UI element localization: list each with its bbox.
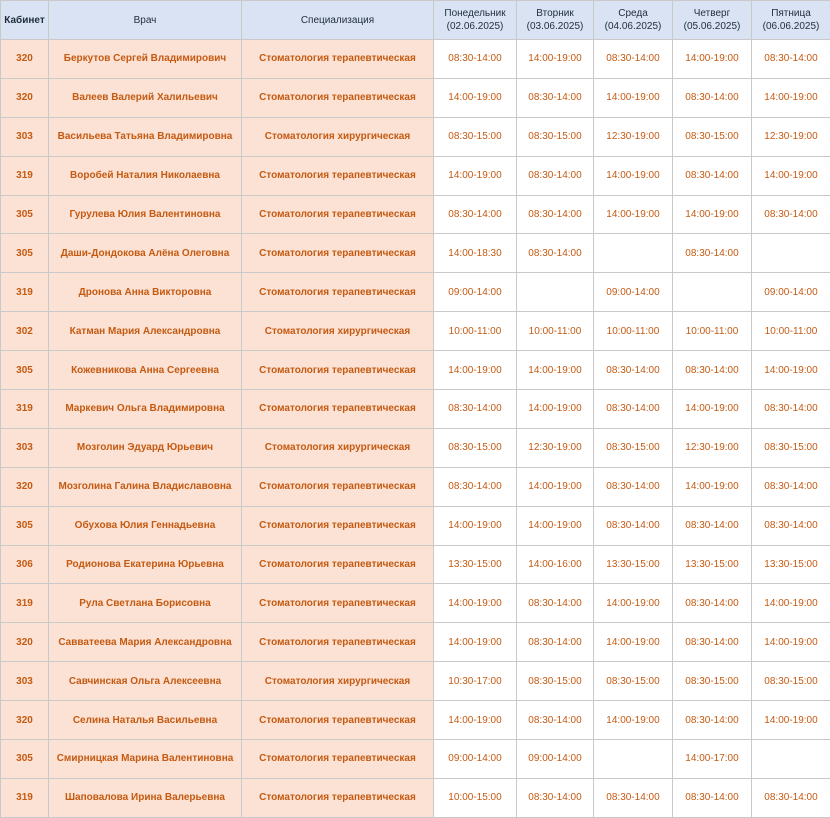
schedule-slot: 09:00-14:00 bbox=[434, 740, 517, 779]
room-cell: 319 bbox=[1, 156, 49, 195]
schedule-slot: 08:30-15:00 bbox=[673, 662, 752, 701]
table-row bbox=[1, 740, 830, 779]
schedule-slot: 14:00-19:00 bbox=[752, 351, 830, 390]
schedule-slot: 13:30-15:00 bbox=[594, 545, 673, 584]
specialization-cell: Стоматология терапевтическая bbox=[242, 40, 434, 79]
header-day-thursday bbox=[673, 1, 752, 40]
table-row bbox=[1, 390, 830, 429]
table-row bbox=[1, 662, 830, 701]
day-name: Четверг bbox=[675, 7, 749, 20]
header-day-monday bbox=[434, 1, 517, 40]
specialization-cell: Стоматология терапевтическая bbox=[242, 273, 434, 312]
schedule-slot: 09:00-14:00 bbox=[752, 273, 830, 312]
doctor-name: Маркевич Ольга Владимировна bbox=[49, 390, 242, 429]
schedule-slot: 14:00-18:30 bbox=[434, 234, 517, 273]
room-cell: 305 bbox=[1, 234, 49, 273]
schedule-slot: 08:30-15:00 bbox=[517, 662, 594, 701]
room-cell: 302 bbox=[1, 312, 49, 351]
specialization-cell: Стоматология терапевтическая bbox=[242, 506, 434, 545]
room-cell: 306 bbox=[1, 545, 49, 584]
header-room: Кабинет bbox=[1, 1, 49, 40]
doctor-name: Воробей Наталия Николаевна bbox=[49, 156, 242, 195]
table-row bbox=[1, 506, 830, 545]
schedule-slot: 14:00-19:00 bbox=[673, 390, 752, 429]
schedule-slot: 10:00-15:00 bbox=[434, 778, 517, 817]
day-name: Вторник bbox=[519, 7, 591, 20]
schedule-slot: 08:30-15:00 bbox=[517, 117, 594, 156]
doctor-name: Рула Светлана Борисовна bbox=[49, 584, 242, 623]
table-row bbox=[1, 467, 830, 506]
schedule-slot: 08:30-14:00 bbox=[752, 778, 830, 817]
doctor-name: Даши-Дондокова Алёна Олеговна bbox=[49, 234, 242, 273]
table-row bbox=[1, 701, 830, 740]
schedule-slot: 08:30-15:00 bbox=[752, 428, 830, 467]
schedule-slot: 08:30-14:00 bbox=[673, 584, 752, 623]
schedule-slot: 14:00-16:00 bbox=[517, 545, 594, 584]
room-cell: 305 bbox=[1, 740, 49, 779]
schedule-slot: 08:30-14:00 bbox=[673, 78, 752, 117]
doctor-name: Беркутов Сергей Владимирович bbox=[49, 40, 242, 79]
schedule-slot: 14:00-19:00 bbox=[434, 351, 517, 390]
room-cell: 305 bbox=[1, 506, 49, 545]
schedule-slot bbox=[594, 234, 673, 273]
doctor-name: Мозголина Галина Владиславовна bbox=[49, 467, 242, 506]
schedule-slot: 14:00-19:00 bbox=[434, 78, 517, 117]
schedule-slot: 14:00-19:00 bbox=[594, 78, 673, 117]
specialization-cell: Стоматология хирургическая bbox=[242, 662, 434, 701]
schedule-slot: 08:30-14:00 bbox=[517, 195, 594, 234]
table-row bbox=[1, 78, 830, 117]
schedule-slot: 08:30-14:00 bbox=[673, 701, 752, 740]
table-row bbox=[1, 234, 830, 273]
schedule-slot: 08:30-14:00 bbox=[434, 390, 517, 429]
schedule-slot: 14:00-19:00 bbox=[752, 584, 830, 623]
schedule-slot: 08:30-15:00 bbox=[673, 117, 752, 156]
schedule-slot: 08:30-14:00 bbox=[594, 390, 673, 429]
doctor-name: Васильева Татьяна Владимировна bbox=[49, 117, 242, 156]
specialization-cell: Стоматология терапевтическая bbox=[242, 584, 434, 623]
schedule-slot: 14:00-19:00 bbox=[434, 156, 517, 195]
schedule-slot bbox=[673, 273, 752, 312]
schedule-slot: 08:30-14:00 bbox=[434, 467, 517, 506]
day-name: Пятница bbox=[754, 7, 828, 20]
schedule-slot: 13:30-15:00 bbox=[673, 545, 752, 584]
doctor-name: Кожевникова Анна Сергеевна bbox=[49, 351, 242, 390]
schedule-slot: 14:00-19:00 bbox=[752, 623, 830, 662]
schedule-slot: 08:30-14:00 bbox=[517, 701, 594, 740]
schedule-slot: 14:00-19:00 bbox=[517, 506, 594, 545]
schedule-slot: 10:30-17:00 bbox=[434, 662, 517, 701]
schedule-slot: 08:30-14:00 bbox=[594, 778, 673, 817]
table-row bbox=[1, 584, 830, 623]
schedule-slot: 13:30-15:00 bbox=[752, 545, 830, 584]
schedule-slot: 08:30-14:00 bbox=[752, 195, 830, 234]
schedule-slot: 14:00-19:00 bbox=[673, 195, 752, 234]
schedule-slot: 08:30-15:00 bbox=[434, 428, 517, 467]
specialization-cell: Стоматология терапевтическая bbox=[242, 156, 434, 195]
header-row bbox=[1, 1, 830, 40]
room-cell: 320 bbox=[1, 623, 49, 662]
doctor-name: Обухова Юлия Геннадьевна bbox=[49, 506, 242, 545]
schedule-slot: 10:00-11:00 bbox=[517, 312, 594, 351]
schedule-slot: 08:30-14:00 bbox=[434, 40, 517, 79]
table-row bbox=[1, 273, 830, 312]
room-cell: 319 bbox=[1, 778, 49, 817]
schedule-slot: 08:30-14:00 bbox=[673, 778, 752, 817]
schedule-slot: 14:00-19:00 bbox=[594, 156, 673, 195]
room-cell: 319 bbox=[1, 390, 49, 429]
schedule-slot: 08:30-14:00 bbox=[517, 156, 594, 195]
schedule-slot: 08:30-14:00 bbox=[594, 506, 673, 545]
schedule-slot: 08:30-14:00 bbox=[673, 234, 752, 273]
schedule-slot: 08:30-14:00 bbox=[673, 506, 752, 545]
schedule-slot: 13:30-15:00 bbox=[434, 545, 517, 584]
schedule-body bbox=[1, 40, 830, 818]
schedule-slot: 10:00-11:00 bbox=[673, 312, 752, 351]
schedule-slot: 08:30-14:00 bbox=[673, 156, 752, 195]
header-specialization: Специализация bbox=[242, 1, 434, 40]
header-day-friday bbox=[752, 1, 830, 40]
specialization-cell: Стоматология терапевтическая bbox=[242, 623, 434, 662]
day-name: Понедельник bbox=[436, 7, 514, 20]
specialization-cell: Стоматология терапевтическая bbox=[242, 78, 434, 117]
schedule-slot: 14:00-19:00 bbox=[517, 351, 594, 390]
schedule-slot: 10:00-11:00 bbox=[752, 312, 830, 351]
schedule-slot: 14:00-19:00 bbox=[434, 623, 517, 662]
schedule-slot: 08:30-14:00 bbox=[517, 78, 594, 117]
doctor-name: Смирницкая Марина Валентиновна bbox=[49, 740, 242, 779]
table-row bbox=[1, 117, 830, 156]
table-row bbox=[1, 156, 830, 195]
specialization-cell: Стоматология терапевтическая bbox=[242, 545, 434, 584]
day-date: (04.06.2025) bbox=[596, 20, 670, 33]
schedule-slot: 14:00-19:00 bbox=[752, 156, 830, 195]
schedule-slot: 10:00-11:00 bbox=[594, 312, 673, 351]
schedule-slot bbox=[752, 234, 830, 273]
doctor-name: Валеев Валерий Халильевич bbox=[49, 78, 242, 117]
schedule-slot: 14:00-19:00 bbox=[517, 40, 594, 79]
day-date: (05.06.2025) bbox=[675, 20, 749, 33]
schedule-slot: 09:00-14:00 bbox=[517, 740, 594, 779]
schedule-slot: 14:00-19:00 bbox=[752, 78, 830, 117]
specialization-cell: Стоматология терапевтическая bbox=[242, 234, 434, 273]
header-doctor: Врач bbox=[49, 1, 242, 40]
schedule-slot: 08:30-14:00 bbox=[752, 40, 830, 79]
schedule-slot: 14:00-19:00 bbox=[434, 506, 517, 545]
schedule-slot: 12:30-19:00 bbox=[594, 117, 673, 156]
table-row bbox=[1, 40, 830, 79]
table-row bbox=[1, 195, 830, 234]
table-row bbox=[1, 428, 830, 467]
table-row bbox=[1, 545, 830, 584]
doctor-name: Савчинская Ольга Алексеевна bbox=[49, 662, 242, 701]
doctor-name: Селина Наталья Васильевна bbox=[49, 701, 242, 740]
schedule-slot: 08:30-14:00 bbox=[517, 623, 594, 662]
specialization-cell: Стоматология терапевтическая bbox=[242, 351, 434, 390]
schedule-slot: 14:00-19:00 bbox=[594, 584, 673, 623]
schedule-slot: 14:00-19:00 bbox=[517, 390, 594, 429]
schedule-slot: 12:30-19:00 bbox=[752, 117, 830, 156]
specialization-cell: Стоматология терапевтическая bbox=[242, 701, 434, 740]
schedule-slot: 08:30-14:00 bbox=[517, 234, 594, 273]
table-row bbox=[1, 312, 830, 351]
schedule-slot: 08:30-14:00 bbox=[434, 195, 517, 234]
specialization-cell: Стоматология терапевтическая bbox=[242, 195, 434, 234]
schedule-slot: 08:30-14:00 bbox=[594, 467, 673, 506]
schedule-slot: 14:00-19:00 bbox=[673, 40, 752, 79]
header-day-tuesday bbox=[517, 1, 594, 40]
room-cell: 320 bbox=[1, 701, 49, 740]
table-row bbox=[1, 623, 830, 662]
table-row bbox=[1, 778, 830, 817]
room-cell: 319 bbox=[1, 584, 49, 623]
specialization-cell: Стоматология терапевтическая bbox=[242, 778, 434, 817]
specialization-cell: Стоматология хирургическая bbox=[242, 117, 434, 156]
schedule-slot: 14:00-19:00 bbox=[594, 701, 673, 740]
room-cell: 320 bbox=[1, 78, 49, 117]
header-day-wednesday bbox=[594, 1, 673, 40]
schedule-slot: 09:00-14:00 bbox=[434, 273, 517, 312]
schedule-slot: 08:30-15:00 bbox=[594, 428, 673, 467]
schedule-slot: 14:00-19:00 bbox=[673, 467, 752, 506]
schedule-slot: 14:00-19:00 bbox=[517, 467, 594, 506]
schedule-slot: 14:00-17:00 bbox=[673, 740, 752, 779]
schedule-slot: 14:00-19:00 bbox=[594, 195, 673, 234]
doctor-name: Катман Мария Александровна bbox=[49, 312, 242, 351]
doctor-name: Гурулева Юлия Валентиновна bbox=[49, 195, 242, 234]
schedule-slot: 08:30-14:00 bbox=[673, 623, 752, 662]
day-date: (06.06.2025) bbox=[754, 20, 828, 33]
schedule-slot: 08:30-14:00 bbox=[752, 390, 830, 429]
schedule-slot: 08:30-14:00 bbox=[517, 778, 594, 817]
doctor-name: Родионова Екатерина Юрьевна bbox=[49, 545, 242, 584]
schedule-slot: 08:30-14:00 bbox=[752, 467, 830, 506]
room-cell: 305 bbox=[1, 351, 49, 390]
table-row bbox=[1, 351, 830, 390]
schedule-slot: 10:00-11:00 bbox=[434, 312, 517, 351]
schedule-slot: 08:30-15:00 bbox=[594, 662, 673, 701]
specialization-cell: Стоматология хирургическая bbox=[242, 428, 434, 467]
schedule-slot: 08:30-15:00 bbox=[434, 117, 517, 156]
schedule-slot: 14:00-19:00 bbox=[594, 623, 673, 662]
doctor-name: Шаповалова Ирина Валерьевна bbox=[49, 778, 242, 817]
room-cell: 319 bbox=[1, 273, 49, 312]
room-cell: 305 bbox=[1, 195, 49, 234]
schedule-slot: 14:00-19:00 bbox=[434, 701, 517, 740]
schedule-slot: 08:30-14:00 bbox=[594, 40, 673, 79]
day-date: (03.06.2025) bbox=[519, 20, 591, 33]
schedule-slot: 08:30-14:00 bbox=[517, 584, 594, 623]
schedule-slot bbox=[517, 273, 594, 312]
schedule-slot bbox=[752, 740, 830, 779]
specialization-cell: Стоматология терапевтическая bbox=[242, 467, 434, 506]
schedule-slot: 14:00-19:00 bbox=[434, 584, 517, 623]
schedule-slot: 14:00-19:00 bbox=[752, 701, 830, 740]
schedule-slot: 08:30-14:00 bbox=[594, 351, 673, 390]
schedule-slot: 09:00-14:00 bbox=[594, 273, 673, 312]
schedule-slot: 08:30-14:00 bbox=[673, 351, 752, 390]
schedule-slot: 08:30-15:00 bbox=[752, 662, 830, 701]
day-date: (02.06.2025) bbox=[436, 20, 514, 33]
day-name: Среда bbox=[596, 7, 670, 20]
schedule-slot: 08:30-14:00 bbox=[752, 506, 830, 545]
specialization-cell: Стоматология терапевтическая bbox=[242, 740, 434, 779]
schedule-slot: 12:30-19:00 bbox=[517, 428, 594, 467]
schedule-slot: 12:30-19:00 bbox=[673, 428, 752, 467]
specialization-cell: Стоматология хирургическая bbox=[242, 312, 434, 351]
room-cell: 320 bbox=[1, 467, 49, 506]
doctor-name: Дронова Анна Викторовна bbox=[49, 273, 242, 312]
room-cell: 320 bbox=[1, 40, 49, 79]
doctor-name: Савватеева Мария Александровна bbox=[49, 623, 242, 662]
doctor-name: Мозголин Эдуард Юрьевич bbox=[49, 428, 242, 467]
room-cell: 303 bbox=[1, 428, 49, 467]
schedule-slot bbox=[594, 740, 673, 779]
room-cell: 303 bbox=[1, 117, 49, 156]
specialization-cell: Стоматология терапевтическая bbox=[242, 390, 434, 429]
room-cell: 303 bbox=[1, 662, 49, 701]
